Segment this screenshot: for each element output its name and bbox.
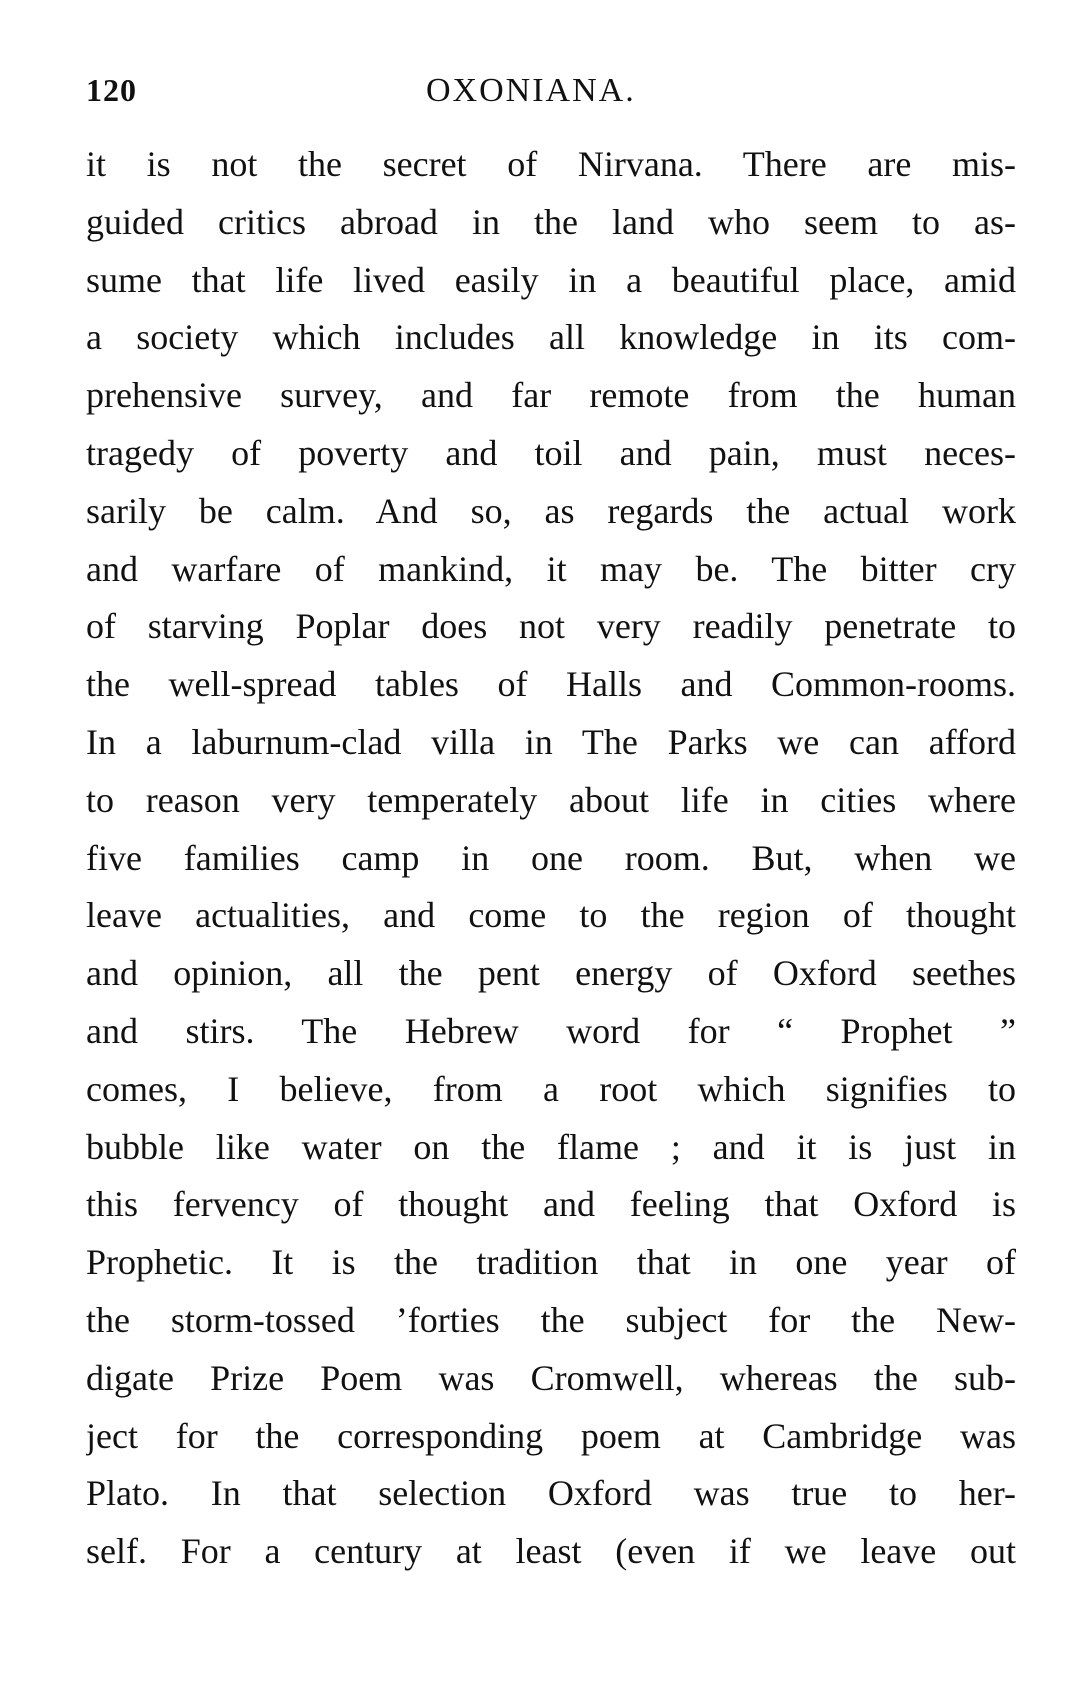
text-line: a society which includes all knowledge in its com- <box>86 317 1016 358</box>
text-line: prehensive survey, and far remote from the human <box>86 375 1016 416</box>
text-line: and opinion, all the pent energy of Oxford seethes <box>86 953 1016 994</box>
text-line: to reason very temperately about life in cities where <box>86 779 1016 820</box>
text-line: guided critics abroad in the land who seem to as- <box>86 201 1016 242</box>
text-line: In a laburnum-clad villa in The Parks we can afford <box>86 721 1016 762</box>
page-header <box>86 72 1016 120</box>
text-line: ject for the corresponding poem at Cambridge was <box>86 1415 1016 1456</box>
text-line: bubble like water on the flame ; and it is just in <box>86 1126 1016 1167</box>
text-line: Prophetic. It is the tradition that in one year of <box>86 1242 1016 1283</box>
text-line: comes, I believe, from a root which signifies to <box>86 1068 1016 1109</box>
text-line: it is not the secret of Nirvana. There are mis- <box>86 144 1016 184</box>
text-line: this fervency of thought and feeling that Oxford is <box>86 1184 1016 1225</box>
text-line: sume that life lived easily in a beautiful place, amid <box>86 259 1016 300</box>
text-line: and stirs. The Hebrew word for “ Prophet ” <box>86 1010 1016 1051</box>
text-line: self. For a century at least (even if we leave out <box>86 1531 1016 1572</box>
text-line: the storm-tossed ’forties the subject for the New- <box>86 1299 1016 1340</box>
text-line: Plato. In that selection Oxford was true to her- <box>86 1473 1016 1514</box>
running-head: OXONIANA. <box>426 72 636 109</box>
text-line: five families camp in one room. But, when we <box>86 837 1016 878</box>
text-line: and warfare of mankind, it may be. The bitter cry <box>86 548 1016 589</box>
text-line: digate Prize Poem was Cromwell, whereas the sub- <box>86 1357 1016 1398</box>
text-line: the well-spread tables of Halls and Common-rooms. <box>86 664 1016 705</box>
body-text <box>86 136 1016 1581</box>
text-line: leave actualities, and come to the region of thought <box>86 895 1016 936</box>
page-number: 120 <box>86 72 137 108</box>
text-line: sarily be calm. And so, as regards the actual work <box>86 490 1016 531</box>
text-line: tragedy of poverty and toil and pain, must neces- <box>86 432 1016 473</box>
text-line: of starving Poplar does not very readily penetrate to <box>86 606 1016 647</box>
